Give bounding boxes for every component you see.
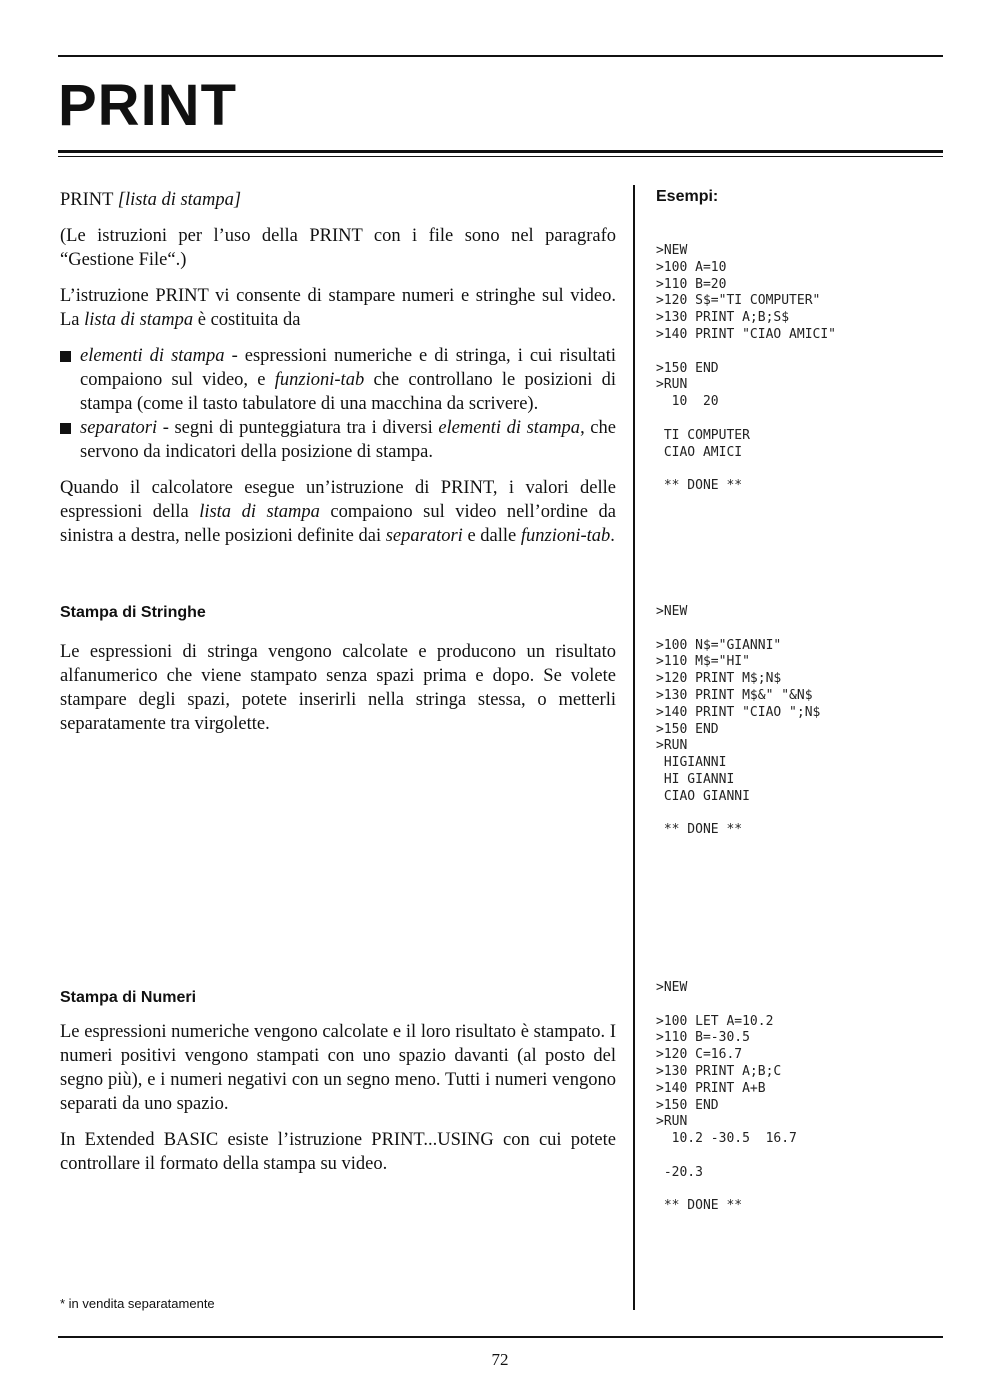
text-run: Quando il calcolatore esegue un’istruzione di PRINT, i valori delle espressioni della: [60, 478, 616, 522]
emphasis: funzioni-tab: [520, 526, 611, 546]
emphasis: lista di stampa: [84, 310, 194, 330]
file-note: (Le istruzioni per l’uso della PRINT con i file sono nel paragrafo “Gestione File“.): [60, 226, 616, 270]
strings-paragraph: Le espressioni di stringa vengono calcolate e producono un risultato alfanumerico che viene stampato senza spazi prima e dopo. Se volete stampare degli spazi, potete inserirli nella stringa stessa, o metterli separatamente tra virgolette.: [60, 642, 616, 734]
column-divider: [633, 185, 635, 1310]
emphasis: elementi di stampa: [438, 418, 581, 438]
text-run: compaiono sul video nell’ordine da sinistra a destra, nelle posizioni definite dai: [60, 502, 616, 546]
emphasis: funzioni-tab: [274, 370, 365, 390]
emphasis: separatori: [385, 526, 463, 546]
emphasis: elementi di stampa: [80, 346, 225, 366]
bullet-square-icon: [60, 351, 71, 362]
bullet-square-icon: [60, 423, 71, 434]
text-run: e dalle: [462, 526, 521, 546]
bullet-list: [60, 344, 616, 464]
example-code-2: >NEW >100 N$="GIANNI" >110 M$="HI" >120 PRINT M$;N$ >130 PRINT M$&" "&N$ >140 PRINT "CIAO ";N$ >150 END >RUN HIGIANNI HI GIANNI CIAO GIANNI ** DONE **: [656, 604, 821, 838]
intro-paragraph: [60, 284, 616, 332]
title-rule-thin: [58, 156, 943, 157]
syntax-line: [60, 188, 616, 212]
numbers-paragraph: Le espressioni numeriche vengono calcolate e il loro risultato è stampato. I numeri positivi vengono stampati con uno spazio davanti (al posto del segno più), e i numeri negativi con un segno meno. Tutti i numeri vengono separati da uno spazio.: [60, 1022, 616, 1114]
text-run: .: [610, 526, 615, 546]
execution-paragraph: [60, 476, 616, 548]
title-rule-thick: [58, 150, 943, 153]
text-run: L’istruzione PRINT vi consente di stampare numeri e stringhe sul video. La: [60, 286, 616, 330]
syntax-keyword: PRINT: [60, 190, 114, 210]
intro-section: [60, 188, 616, 560]
emphasis: separatori: [80, 418, 158, 438]
page-number: 72: [491, 1350, 509, 1369]
text-run: - segni di punteggiatura tra i diversi: [157, 418, 439, 438]
text-run: è costituita da: [193, 310, 301, 330]
text-run: che controllano le posizioni di stampa (come il tasto tabulatore di una macchina da scrivere).: [80, 370, 617, 414]
strings-section: [60, 640, 616, 748]
extended-basic-paragraph: In Extended BASIC esiste l’istruzione PRINT...USING con cui potete controllare il formato della stampa su video.: [60, 1130, 616, 1174]
bullet-item-separators: [60, 416, 616, 464]
bullet-item-elements: [60, 344, 616, 416]
bottom-rule: [58, 1336, 943, 1338]
numbers-section: [60, 1020, 616, 1188]
syntax-argument: [lista di stampa]: [117, 190, 242, 210]
example-code-1: >NEW >100 A=10 >110 B=20 >120 S$="TI COMPUTER" >130 PRINT A;B;S$ >140 PRINT "CIAO AMICI" >150 END >RUN 10 20 TI COMPUTER CIAO AMICI ** DONE **: [656, 243, 837, 494]
numbers-heading: Stampa di Numeri: [60, 989, 197, 1006]
page-title: PRINT: [58, 73, 237, 138]
emphasis: lista di stampa: [199, 502, 320, 522]
strings-heading: Stampa di Stringhe: [60, 604, 206, 621]
text-run: - espressioni numeriche e di stringa, i cui risultati compaiono sul video, e: [80, 346, 616, 390]
top-rule: [58, 55, 943, 57]
text-run: , che servono da indicatori della posizione di stampa.: [80, 418, 616, 462]
example-code-3: >NEW >100 LET A=10.2 >110 B=-30.5 >120 C=16.7 >130 PRINT A;B;C >140 PRINT A+B >150 END >RUN 10.2 -30.5 16.7 -20.3 ** DONE **: [656, 980, 797, 1214]
examples-heading: Esempi:: [656, 188, 719, 205]
footnote: * in vendita separatamente: [60, 1296, 215, 1311]
